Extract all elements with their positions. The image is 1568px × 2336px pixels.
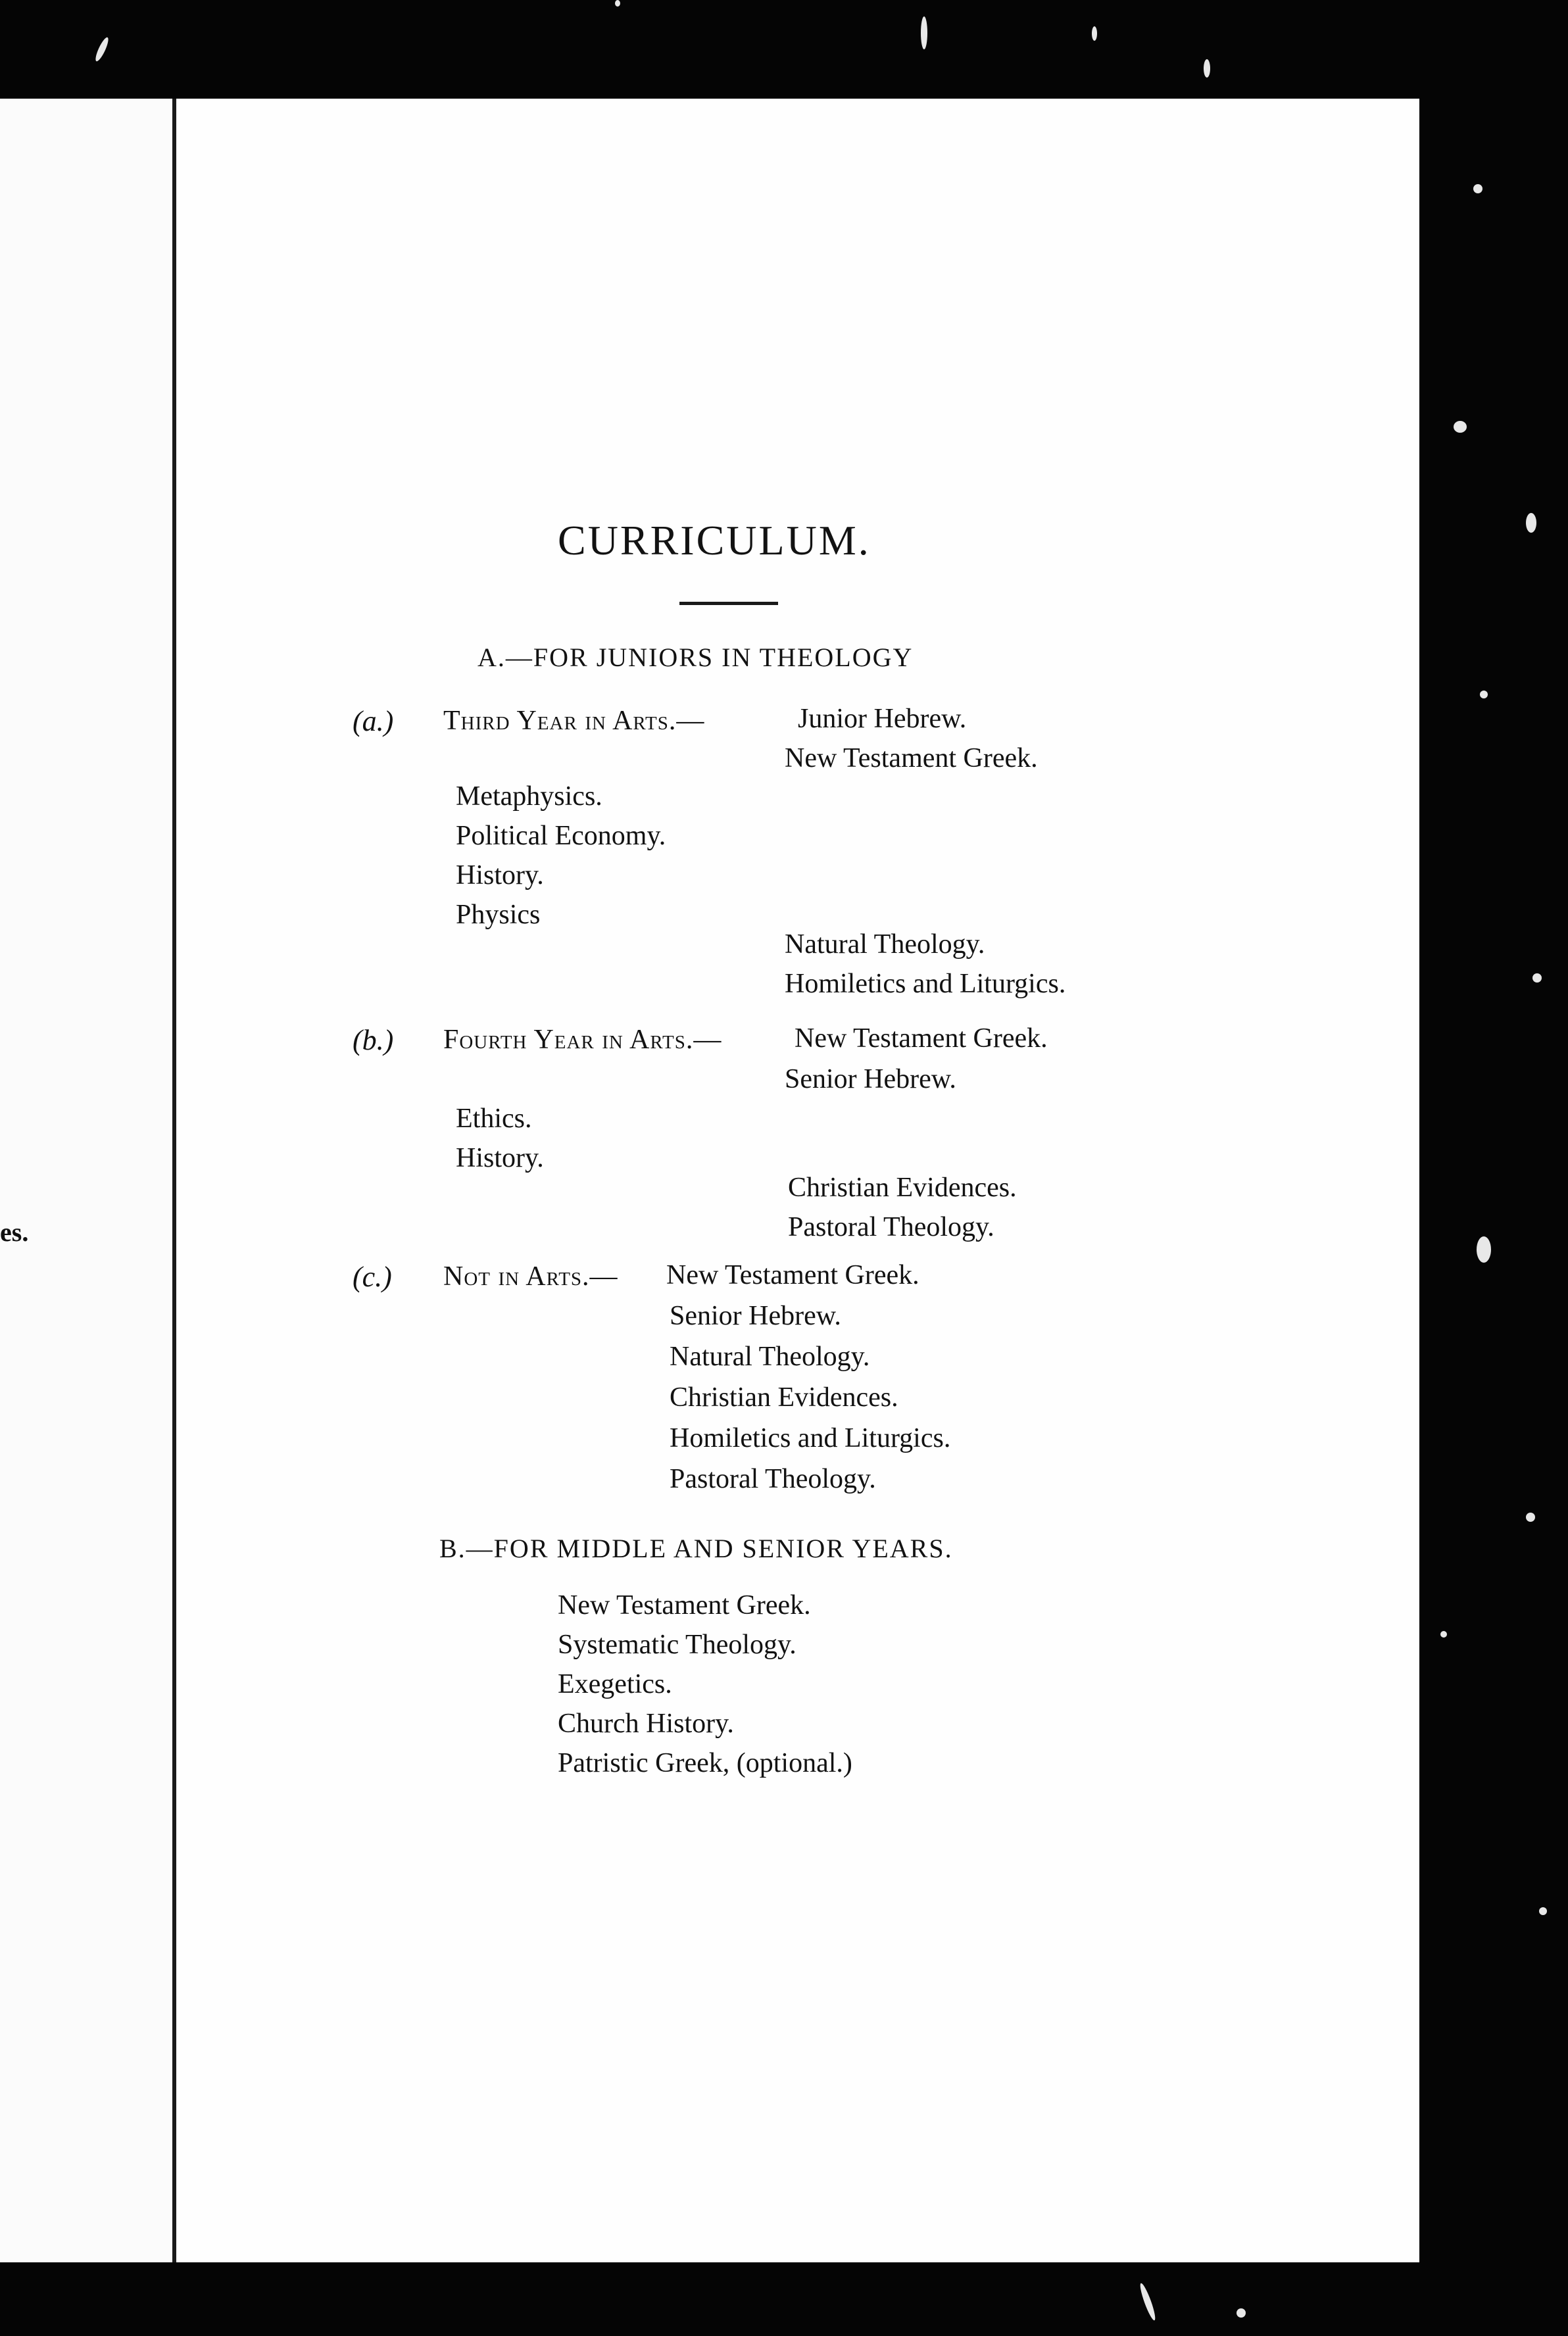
section-b-subject: New Testament Greek. xyxy=(558,1590,811,1620)
group-a-arts-subject: Physics xyxy=(456,900,541,930)
background-speckle xyxy=(1454,421,1467,433)
group-a-theology-subject: Homiletics and Liturgics. xyxy=(785,969,1066,999)
section-b-subject: Exegetics. xyxy=(558,1669,672,1699)
group-c-marker: (c.) xyxy=(353,1261,392,1293)
group-c-label: Not in Arts.— xyxy=(443,1261,618,1292)
group-a-marker: (a.) xyxy=(353,705,394,737)
background-speckle xyxy=(1477,1236,1491,1263)
left-page-fragment: es. xyxy=(0,1217,29,1247)
section-b-subject: Church History. xyxy=(558,1709,734,1739)
background-speckle xyxy=(1526,513,1536,533)
background-speckle xyxy=(1473,184,1482,193)
group-c-first-subject: New Testament Greek. xyxy=(666,1260,919,1290)
group-b-first-subject: New Testament Greek. xyxy=(795,1023,1048,1054)
group-a-label: Third Year in Arts.— xyxy=(443,706,705,736)
background-speckle xyxy=(1526,1513,1535,1522)
group-a-theology-subject: New Testament Greek. xyxy=(785,743,1038,773)
background-speckle xyxy=(1138,2282,1158,2322)
title-rule xyxy=(679,602,778,605)
group-c-subject: Senior Hebrew. xyxy=(670,1301,841,1331)
group-a-arts-subject: History. xyxy=(456,860,544,890)
group-b-arts-subject: History. xyxy=(456,1143,544,1173)
group-b-arts-subject: Ethics. xyxy=(456,1104,532,1134)
group-a-theology-subject: Natural Theology. xyxy=(785,929,985,960)
group-b-theology-subject: Pastoral Theology. xyxy=(788,1212,994,1242)
background-speckle xyxy=(921,16,927,49)
background-speckle xyxy=(1539,1907,1547,1915)
group-a-first-subject: Junior Hebrew. xyxy=(798,704,967,734)
group-c-subject: Christian Evidences. xyxy=(670,1382,898,1413)
background-speckle xyxy=(1480,691,1488,698)
section-a-heading: A.—FOR JUNIORS IN THEOLOGY xyxy=(478,643,914,672)
section-b-subject: Systematic Theology. xyxy=(558,1630,796,1660)
background-speckle xyxy=(1204,59,1210,78)
section-b-heading: B.—FOR MIDDLE AND SENIOR YEARS. xyxy=(439,1534,953,1563)
background-speckle xyxy=(615,0,620,7)
group-b-theology-subject: Senior Hebrew. xyxy=(785,1064,956,1094)
background-speckle xyxy=(1532,973,1542,983)
document-page xyxy=(172,99,1419,2262)
group-c-subject: Natural Theology. xyxy=(670,1342,870,1372)
page-title: CURRICULUM. xyxy=(558,517,871,564)
background-speckle xyxy=(93,36,110,62)
background-speckle xyxy=(1440,1631,1447,1638)
group-a-arts-subject: Metaphysics. xyxy=(456,781,602,812)
background-speckle xyxy=(1092,26,1097,41)
group-a-arts-subject: Political Economy. xyxy=(456,821,666,851)
section-b-subject: Patristic Greek, (optional.) xyxy=(558,1748,852,1778)
group-c-subject: Pastoral Theology. xyxy=(670,1464,876,1494)
group-b-marker: (b.) xyxy=(353,1024,394,1056)
group-b-label: Fourth Year in Arts.— xyxy=(443,1025,722,1055)
group-c-subject: Homiletics and Liturgics. xyxy=(670,1423,951,1453)
group-b-theology-subject: Christian Evidences. xyxy=(788,1173,1017,1203)
background-speckle xyxy=(1237,2308,1246,2318)
